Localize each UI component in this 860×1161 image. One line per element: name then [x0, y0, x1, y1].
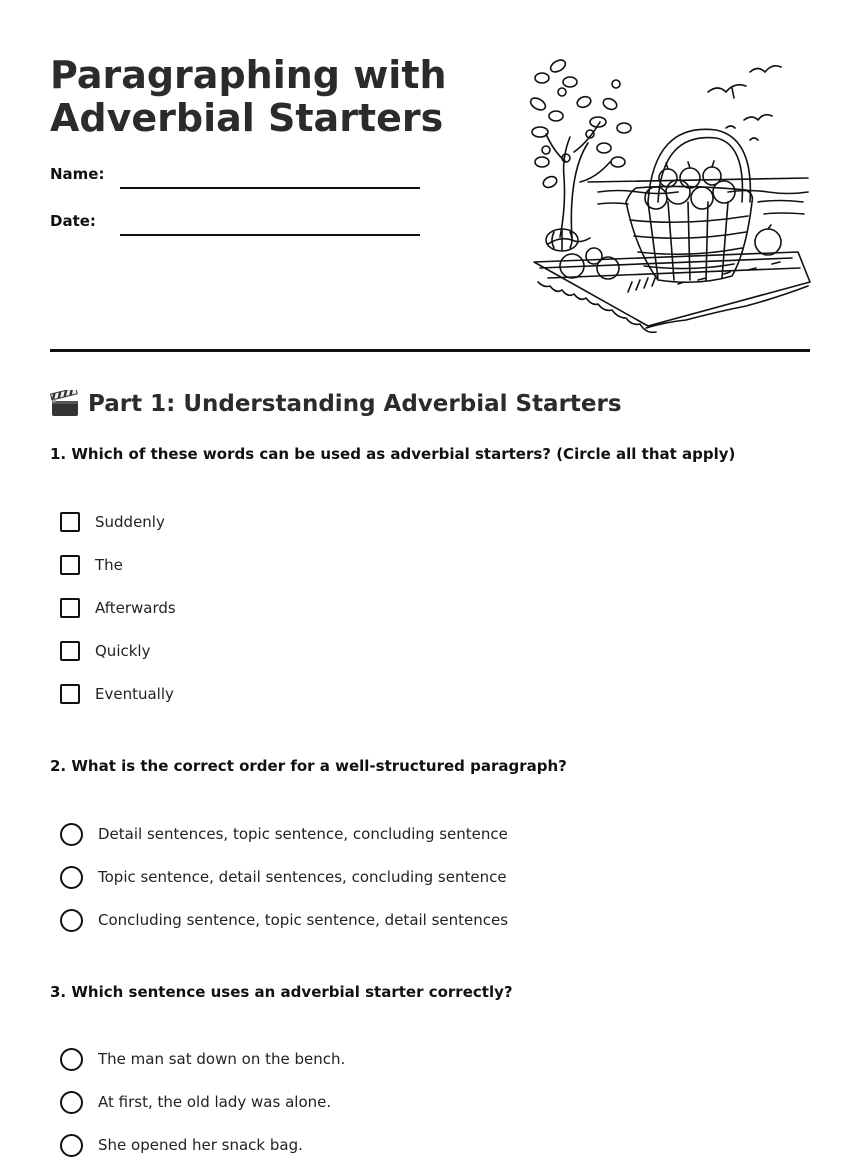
- radio-button[interactable]: [60, 866, 83, 889]
- option-label: Concluding sentence, topic sentence, detail sentences: [98, 911, 509, 929]
- picnic-basket-illustration: [528, 52, 812, 334]
- name-label: Name:: [50, 165, 105, 183]
- option-label: She opened her snack bag.: [98, 1136, 303, 1154]
- option-label: Eventually: [95, 685, 174, 703]
- q1-option[interactable]: [60, 681, 174, 707]
- option-label: The man sat down on the bench.: [98, 1050, 346, 1068]
- option-label: Quickly: [95, 642, 151, 660]
- clapperboard-icon: [50, 390, 80, 418]
- q2-option[interactable]: [60, 864, 507, 890]
- q3-option[interactable]: [60, 1046, 345, 1072]
- part1-title: Part 1: Understanding Adverbial Starters: [88, 391, 622, 417]
- question-3-prompt: 3. Which sentence uses an adverbial starter correctly?: [50, 983, 513, 1001]
- q3-option[interactable]: [60, 1089, 331, 1115]
- option-label: Suddenly: [95, 513, 165, 531]
- radio-button[interactable]: [60, 823, 83, 846]
- option-label: Topic sentence, detail sentences, concluding sentence: [98, 868, 507, 886]
- page-title: Paragraphing with Adverbial Starters: [50, 53, 447, 140]
- date-write-line[interactable]: [120, 234, 420, 236]
- checkbox[interactable]: [60, 598, 80, 618]
- q2-option[interactable]: [60, 821, 508, 847]
- part1-header: [50, 388, 622, 420]
- q1-option[interactable]: [60, 509, 165, 535]
- q1-option[interactable]: [60, 638, 150, 664]
- date-field: [50, 207, 430, 237]
- option-label: At first, the old lady was alone.: [98, 1093, 332, 1111]
- q1-option[interactable]: [60, 552, 123, 578]
- header-divider: [50, 349, 810, 352]
- checkbox[interactable]: [60, 641, 80, 661]
- q3-option[interactable]: [60, 1132, 303, 1158]
- name-field: [50, 160, 430, 190]
- name-write-line[interactable]: [120, 187, 420, 189]
- radio-button[interactable]: [60, 909, 83, 932]
- checkbox[interactable]: [60, 512, 80, 532]
- q2-option[interactable]: [60, 907, 508, 933]
- option-label: Afterwards: [95, 599, 176, 617]
- checkbox[interactable]: [60, 555, 80, 575]
- option-label: The: [95, 556, 123, 574]
- radio-button[interactable]: [60, 1134, 83, 1157]
- date-label: Date:: [50, 212, 96, 230]
- radio-button[interactable]: [60, 1091, 83, 1114]
- question-2-prompt: 2. What is the correct order for a well-structured paragraph?: [50, 757, 567, 775]
- option-label: Detail sentences, topic sentence, concluding sentence: [98, 825, 508, 843]
- q1-option[interactable]: [60, 595, 176, 621]
- question-1-prompt: 1. Which of these words can be used as adverbial starters? (Circle all that apply): [50, 445, 736, 463]
- checkbox[interactable]: [60, 684, 80, 704]
- radio-button[interactable]: [60, 1048, 83, 1071]
